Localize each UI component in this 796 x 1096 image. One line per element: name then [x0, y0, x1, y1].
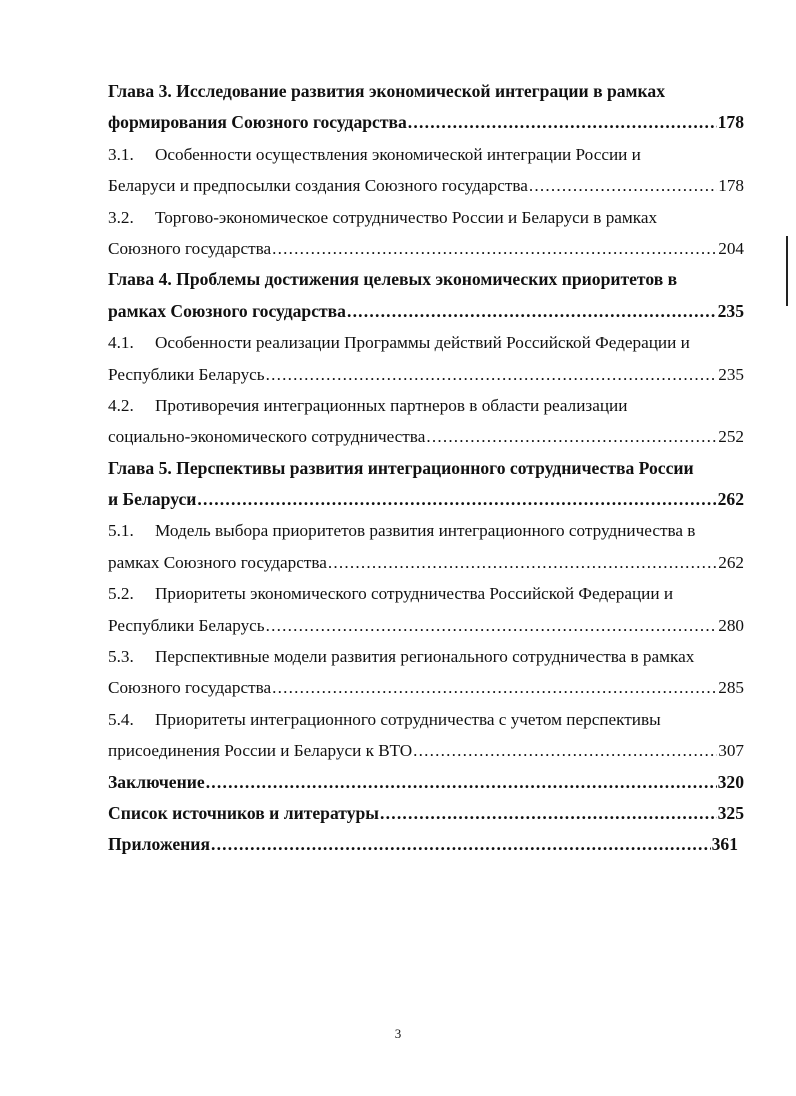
- toc-entry-text: Союзного государства: [108, 678, 272, 698]
- toc-conclusion: [108, 767, 758, 798]
- toc-entry-text: Перспективные модели развития регионального сотрудничества в рамках: [155, 647, 695, 667]
- dot-leader: [197, 484, 716, 515]
- toc-entry-text: Глава 3. Исследование развития экономической интеграции в рамках: [108, 81, 665, 101]
- toc-section-5-3-title: [108, 641, 758, 672]
- toc-sources: [108, 798, 758, 829]
- toc-page-number: 178: [718, 176, 744, 196]
- toc-page-number: 262: [717, 489, 744, 510]
- toc-entry-text: Приложения: [108, 834, 210, 855]
- toc-entry-text: Беларуси и предпосылки создания Союзного государства: [108, 176, 528, 196]
- margin-scan-mark: [786, 236, 788, 306]
- toc-section-4-2-title: [108, 390, 758, 421]
- toc-chapter-5-continuation: [108, 484, 758, 515]
- toc-page-number: 204: [718, 238, 744, 258]
- toc-section-5-1-continuation: [108, 547, 758, 578]
- toc-section-5-4-continuation: [108, 735, 758, 766]
- toc-page-number: 178: [717, 112, 744, 133]
- toc-entry-text: Модель выбора приоритетов развития интеграционного сотрудничества в: [155, 521, 696, 541]
- toc-page-number: 262: [718, 552, 744, 572]
- dot-leader: [380, 798, 717, 829]
- toc-appendix: [108, 829, 758, 860]
- dot-leader: [328, 547, 717, 578]
- dot-leader: [272, 672, 717, 703]
- toc-entry-text: Заключение: [108, 771, 205, 792]
- toc-page-number: 285: [718, 678, 744, 698]
- toc-section-5-4-title: [108, 704, 758, 735]
- toc-page-number: 361: [711, 834, 738, 855]
- toc-page-number: 235: [717, 300, 744, 321]
- toc-section-number: 4.1.: [108, 333, 134, 353]
- toc-section-number: 5.1.: [108, 521, 134, 541]
- toc-entry-text: Республики Беларусь: [108, 615, 265, 635]
- dot-leader: [347, 296, 717, 327]
- toc-section-number: 5.3.: [108, 647, 134, 667]
- toc-entry-text: Приоритеты экономического сотрудничества Российской Федерации и: [155, 584, 674, 604]
- dot-leader: [272, 233, 717, 264]
- toc-entry-text: присоединения России и Беларуси к ВТО: [108, 741, 413, 761]
- toc-section-number: 3.2.: [108, 207, 134, 227]
- dot-leader: [266, 359, 718, 390]
- dot-leader: [211, 829, 711, 860]
- toc-section-5-3-continuation: [108, 672, 758, 703]
- toc-entry-text: Приоритеты интеграционного сотрудничества с учетом перспективы: [155, 709, 661, 729]
- toc-entry-text: Союзного государства: [108, 238, 272, 258]
- toc-section-5-1-title: [108, 515, 758, 546]
- toc-entry-text: социально-экономического сотрудничества: [108, 427, 426, 447]
- toc-entry-text: Особенности реализации Программы действий Российской Федерации и: [155, 333, 690, 353]
- dot-leader: [408, 107, 717, 138]
- toc-page-number: 325: [717, 802, 744, 823]
- toc-entry-text: Список источников и литературы: [108, 802, 380, 823]
- toc-entry-text: Глава 4. Проблемы достижения целевых экономических приоритетов в: [108, 269, 678, 290]
- toc-page-number: 280: [718, 615, 744, 635]
- toc-entry-text: Торгово-экономическое сотрудничество России и Беларуси в рамках: [155, 207, 658, 227]
- toc-section-3-1-continuation: [108, 170, 758, 201]
- toc-chapter-4-continuation: [108, 296, 758, 327]
- dot-leader: [266, 610, 718, 641]
- toc-section-5-2-title: [108, 578, 758, 609]
- toc-section-number: 5.4.: [108, 709, 134, 729]
- page-number: 3: [394, 1026, 402, 1041]
- toc-section-4-2-continuation: [108, 421, 758, 452]
- toc-section-3-1-title: [108, 139, 758, 170]
- toc-chapter-4-title: [108, 264, 758, 295]
- toc-section-3-2-continuation: [108, 233, 758, 264]
- toc-section-number: 3.1.: [108, 144, 134, 164]
- toc-entry-text: рамках Союзного государства: [108, 300, 346, 321]
- toc-section-number: 4.2.: [108, 395, 134, 415]
- dot-leader: [206, 767, 717, 798]
- toc-page-number: 252: [718, 427, 744, 447]
- toc-entry-text: Противоречия интеграционных партнеров в области реализации: [155, 395, 628, 415]
- dot-leader: [529, 170, 717, 201]
- toc-entry-text: формирования Союзного государства: [108, 112, 407, 133]
- toc-page-number: 235: [718, 364, 744, 384]
- toc-section-5-2-continuation: [108, 610, 758, 641]
- toc-chapter-5-title: [108, 453, 758, 484]
- table-of-contents: [108, 76, 758, 861]
- toc-entry-text: Республики Беларусь: [108, 364, 265, 384]
- toc-page-number: 307: [718, 741, 744, 761]
- toc-section-3-2-title: [108, 202, 758, 233]
- dot-leader: [413, 735, 717, 766]
- toc-section-4-1-title: [108, 327, 758, 358]
- toc-entry-text: и Беларуси: [108, 489, 197, 510]
- toc-entry-text: рамках Союзного государства: [108, 552, 327, 572]
- toc-chapter-3-continuation: [108, 107, 758, 138]
- toc-entry-text: Особенности осуществления экономической интеграции России и: [155, 144, 641, 164]
- toc-page-number: 320: [717, 771, 744, 792]
- dot-leader: [426, 421, 717, 452]
- toc-section-number: 5.2.: [108, 584, 134, 604]
- toc-entry-text: Глава 5. Перспективы развития интеграционного сотрудничества России: [108, 457, 694, 478]
- toc-chapter-3-title: [108, 76, 758, 107]
- toc-section-4-1-continuation: [108, 359, 758, 390]
